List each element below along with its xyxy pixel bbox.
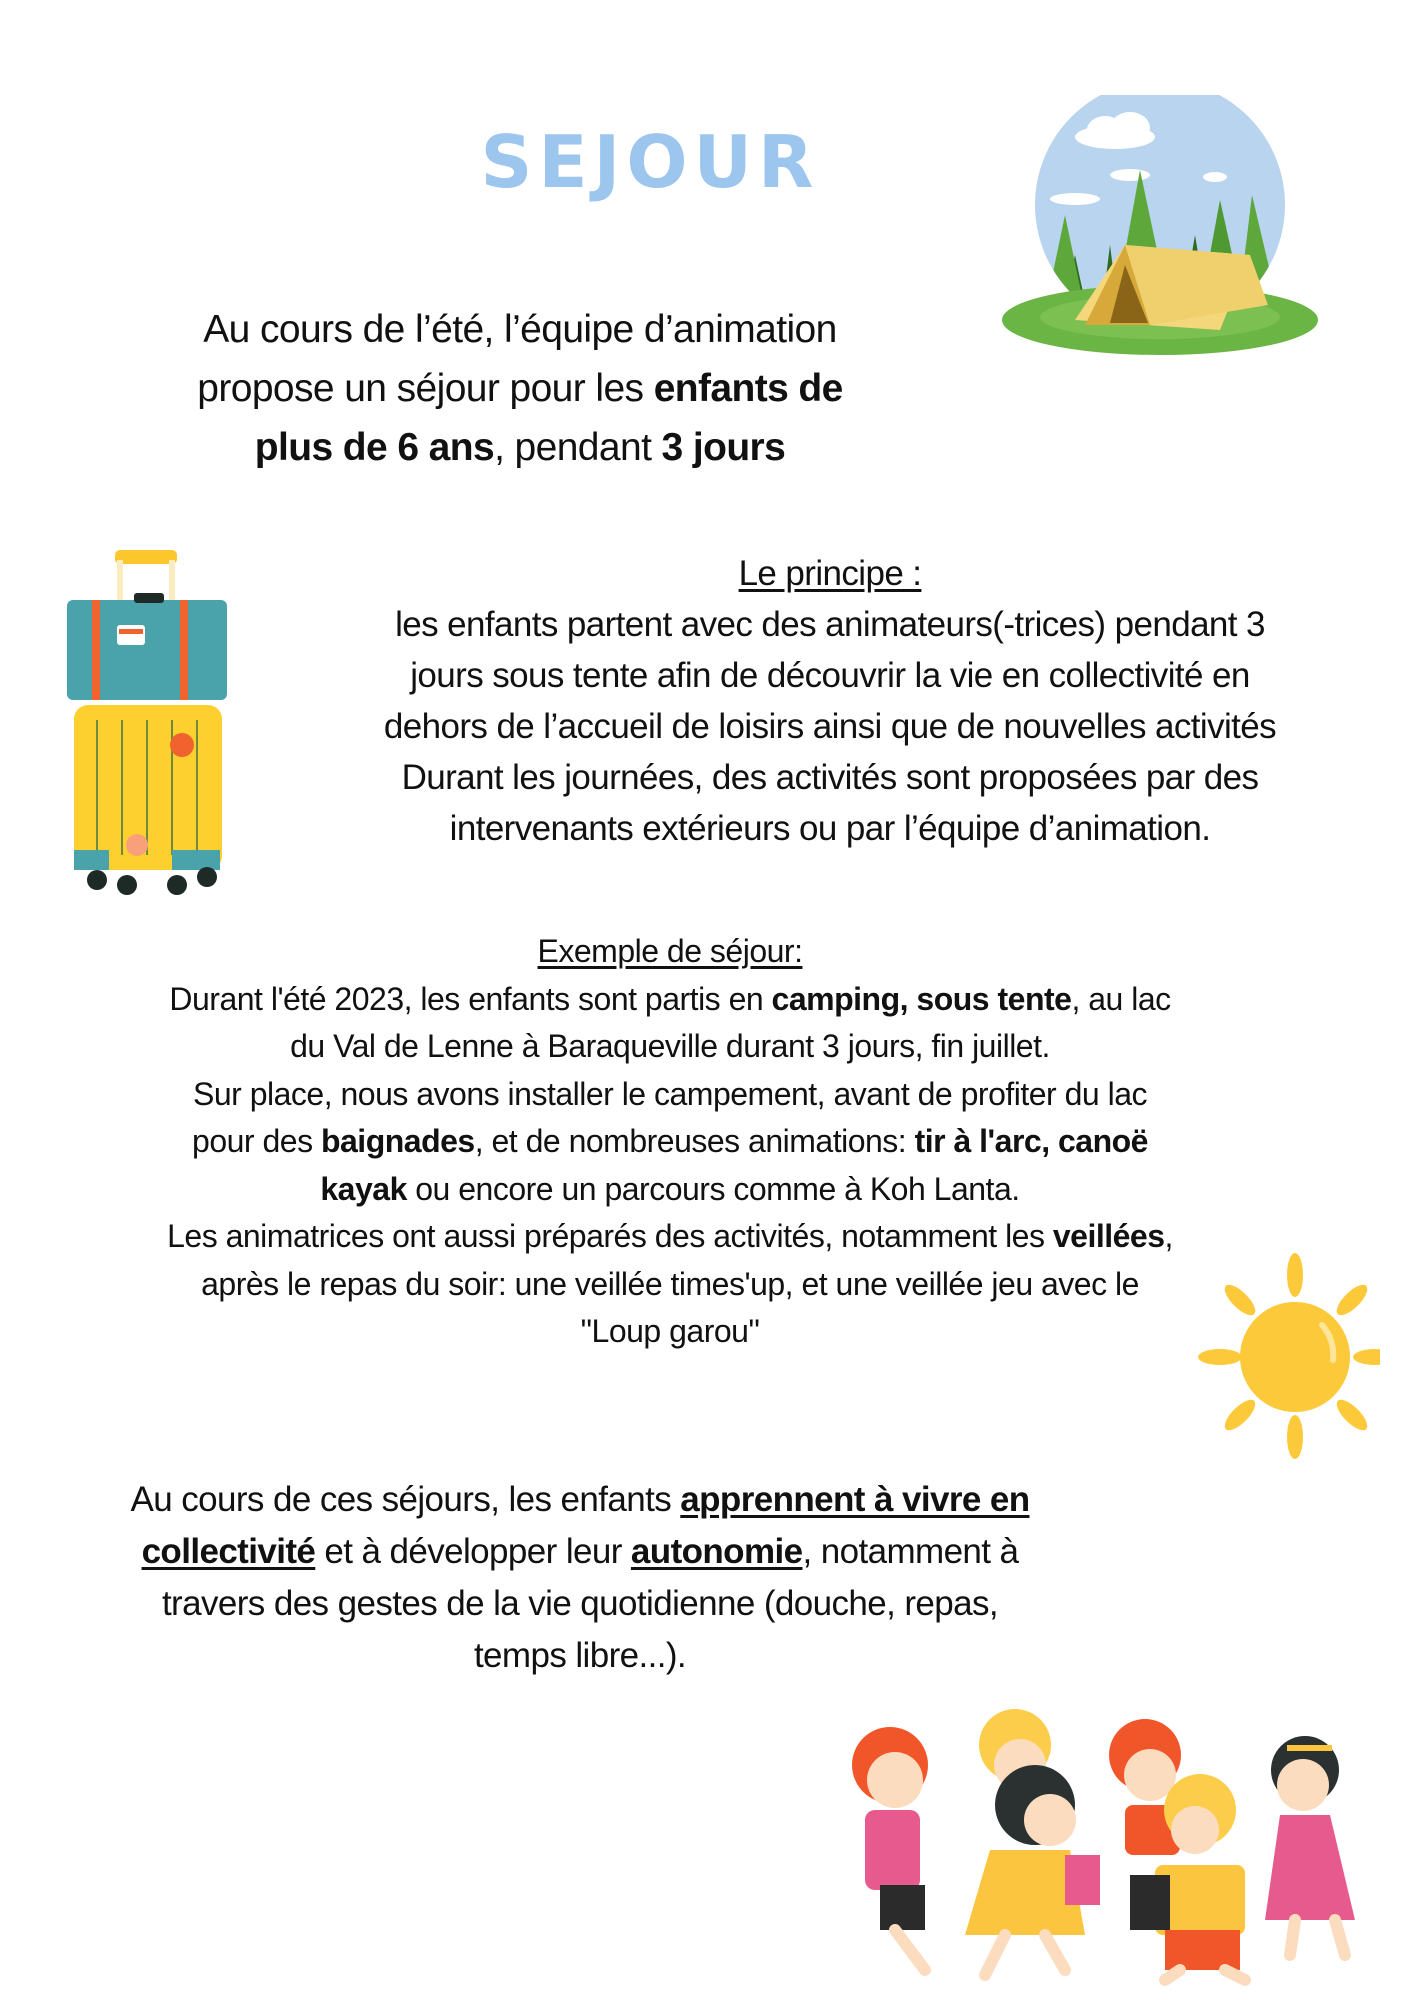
suitcase-icon bbox=[62, 545, 232, 895]
example-line bbox=[40, 1213, 1300, 1261]
example-text: , et de nombreuses animations: bbox=[474, 1123, 915, 1159]
example-bold: camping, sous tente bbox=[771, 980, 1072, 1017]
principle-line: dehors de l’accueil de loisirs ainsi que de nouvelles activités bbox=[383, 707, 1277, 746]
example-text: , au lac bbox=[1071, 980, 1171, 1017]
conclusion-paragraph bbox=[30, 1474, 1130, 1682]
intro-bold: enfants de bbox=[653, 367, 843, 410]
conclusion-line: travers des gestes de la vie quotidienne (douche, repas, bbox=[161, 1584, 999, 1623]
principle-line: intervenants extérieurs ou par l’équipe d’animation. bbox=[449, 809, 1211, 848]
conclusion-line bbox=[30, 1526, 1130, 1578]
example-section bbox=[40, 928, 1300, 1356]
example-bold: baignades bbox=[320, 1123, 475, 1159]
example-text: Durant l'été 2023, les enfants sont partis en bbox=[169, 980, 772, 1017]
children-dancing-icon bbox=[825, 1690, 1395, 1990]
intro-paragraph bbox=[110, 300, 930, 477]
example-line: "Loup garou" bbox=[580, 1313, 760, 1349]
intro-bold: plus de 6 ans bbox=[254, 426, 495, 469]
intro-line bbox=[110, 418, 930, 477]
conclusion-bold: autonomie bbox=[630, 1532, 803, 1571]
example-bold: tir à l'arc, canoë bbox=[914, 1123, 1148, 1159]
conclusion-bold: collectivité bbox=[141, 1532, 316, 1571]
intro-text: propose un séjour pour les bbox=[197, 367, 654, 410]
conclusion-line bbox=[30, 1474, 1130, 1526]
example-text: ou encore un parcours comme à Koh Lanta. bbox=[406, 1170, 1020, 1207]
example-heading: Exemple de séjour: bbox=[537, 933, 803, 969]
intro-line bbox=[110, 359, 930, 418]
conclusion-text: Au cours de ces séjours, les enfants bbox=[130, 1480, 681, 1519]
tent-camp-icon bbox=[1000, 95, 1320, 355]
principle-line: les enfants partent avec des animateurs(-trices) pendant 3 bbox=[395, 605, 1265, 644]
principle-heading: Le principe : bbox=[738, 554, 922, 593]
page-title: SEJOUR bbox=[480, 120, 820, 204]
example-line: Sur place, nous avons installer le campement, avant de profiter du lac bbox=[193, 1075, 1147, 1112]
conclusion-text: et à développer leur bbox=[315, 1532, 631, 1571]
example-text: pour des bbox=[192, 1123, 321, 1159]
example-line: après le repas du soir: une veillée times'up, et une veillée jeu avec le bbox=[201, 1265, 1139, 1302]
example-line bbox=[40, 1118, 1300, 1166]
conclusion-line: temps libre...). bbox=[473, 1636, 687, 1675]
intro-text: , pendant bbox=[494, 426, 662, 469]
intro-bold: 3 jours bbox=[661, 426, 786, 469]
conclusion-bold: apprennent à vivre en bbox=[680, 1480, 1030, 1519]
principle-section bbox=[290, 548, 1370, 854]
sun-icon bbox=[1190, 1245, 1380, 1465]
intro-line: Au cours de l’été, l’équipe d’animation bbox=[203, 308, 837, 351]
conclusion-text: , notamment à bbox=[802, 1532, 1019, 1571]
example-text: , bbox=[1164, 1218, 1173, 1254]
principle-line: Durant les journées, des activités sont proposées par des bbox=[401, 758, 1259, 797]
principle-line: jours sous tente afin de découvrir la vie en collectivité en bbox=[410, 656, 1250, 695]
example-line bbox=[40, 976, 1300, 1024]
example-line: du Val de Lenne à Baraqueville durant 3 jours, fin juillet. bbox=[290, 1028, 1050, 1064]
example-line bbox=[40, 1166, 1300, 1214]
example-bold: veillées bbox=[1052, 1218, 1165, 1254]
example-text: Les animatrices ont aussi préparés des activités, notamment les bbox=[167, 1218, 1053, 1254]
example-bold: kayak bbox=[320, 1170, 407, 1207]
